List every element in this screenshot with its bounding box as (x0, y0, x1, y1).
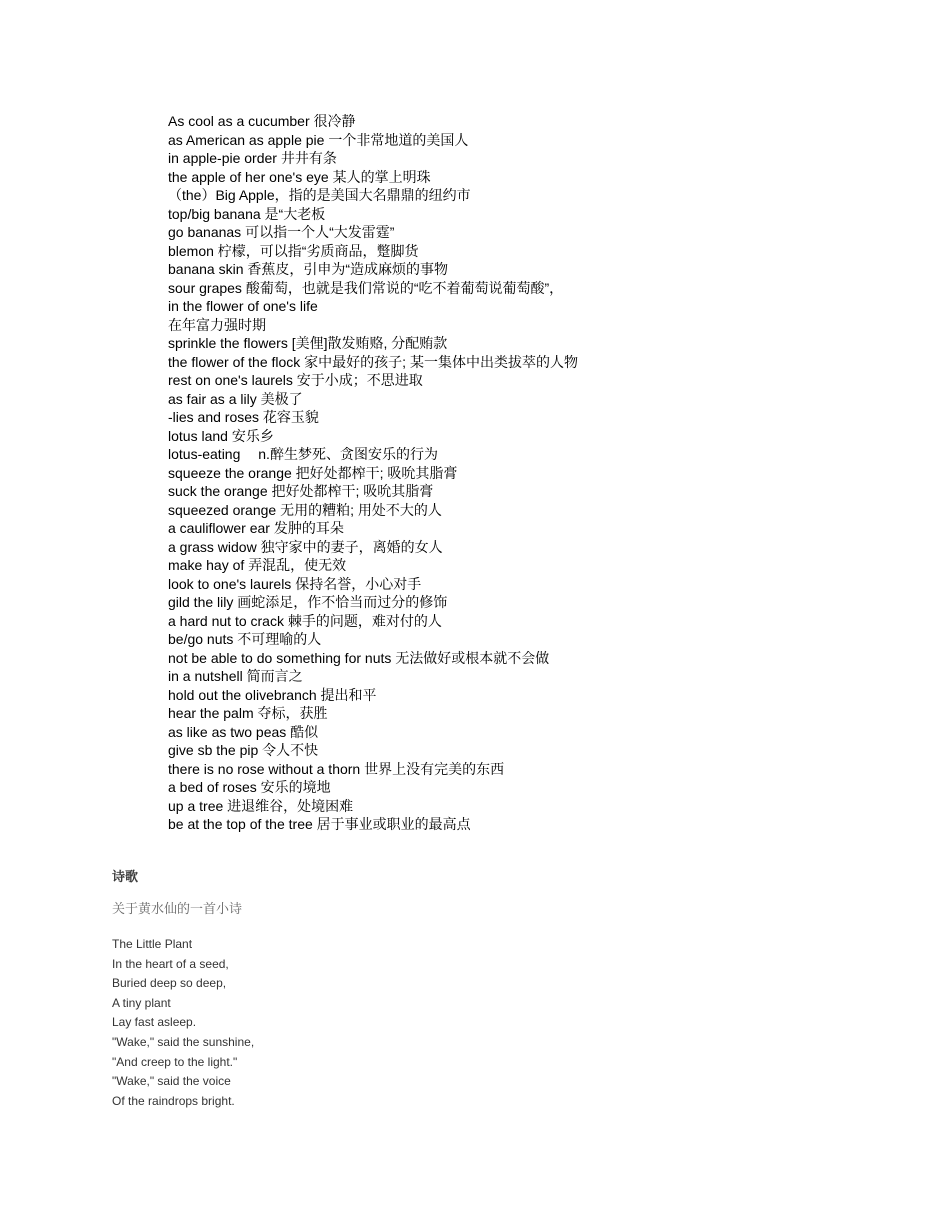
poem-line: Lay fast asleep. (112, 1015, 197, 1030)
idiom-line: suck the orange 把好处都榨干; 吸吮其脂膏 (168, 483, 434, 499)
idiom-line: 在年富力强时期 (168, 316, 266, 333)
idiom-line: look to one's laurels 保持名誉，小心对手 (168, 575, 422, 592)
idiom-line: （the）Big Apple，指的是美国大名鼎鼎的纽约市 (168, 187, 471, 203)
idiom-line: blemon 柠檬，可以指“劣质商品，蹩脚货 (168, 242, 419, 259)
idiom-line: the flower of the flock 家中最好的孩子; 某一集体中出类拔萃的人物 (168, 353, 578, 370)
poem-line: "Wake," said the voice (112, 1074, 231, 1089)
poem-line: The Little Plant (112, 937, 193, 951)
idiom-line: as like as two peas 酷似 (168, 723, 319, 740)
idiom-line: the apple of her one's eye 某人的掌上明珠 (168, 168, 431, 185)
idiom-line: in apple-pie order 井井有条 (168, 150, 337, 166)
idiom-line: sprinkle the flowers [美俚]散发贿赂, 分配贿款 (168, 335, 448, 351)
idiom-line: sour grapes 酸葡萄，也就是我们常说的“吃不着葡萄说葡萄酸”， (168, 279, 564, 296)
poem-subtitle: 关于黄水仙的一首小诗 (112, 902, 243, 917)
idiom-line: hold out the olivebranch 提出和平 (168, 686, 377, 703)
idiom-line: be at the top of the tree 居于事业或职业的最高点 (168, 816, 471, 832)
idiom-list (168, 112, 578, 834)
idiom-line: lotus-eating n.醉生梦死、贪图安乐的行为 (168, 446, 438, 462)
idiom-line: As cool as a cucumber 很冷静 (168, 113, 356, 129)
idiom-line: a grass widow 独守家中的妻子，离婚的女人 (168, 538, 443, 555)
idiom-line: gild the lily 画蛇添足，作不恰当而过分的修饰 (168, 594, 448, 610)
idiom-line: squeeze the orange 把好处都榨干; 吸吮其脂膏 (168, 464, 458, 481)
poem-line: In the heart of a seed, (112, 956, 229, 971)
idiom-line: lotus land 安乐乡 (168, 427, 274, 444)
idiom-line: in the flower of one's life (168, 298, 318, 314)
idiom-line: in a nutshell 简而言之 (168, 668, 303, 684)
idiom-line: give sb the pip 令人不快 (168, 742, 319, 758)
idiom-line: squeezed orange 无用的糟粕; 用处不大的人 (168, 501, 442, 518)
idiom-line: make hay of 弄混乱，使无效 (168, 557, 347, 573)
idiom-line: rest on one's laurels 安于小成；不思进取 (168, 372, 423, 388)
poem-line: A tiny plant (112, 995, 171, 1010)
idiom-line: -lies and roses 花容玉貌 (168, 409, 319, 425)
idiom-line: go bananas 可以指一个人“大发雷霆” (168, 224, 395, 240)
idiom-line: as American as apple pie 一个非常地道的美国人 (168, 131, 469, 148)
idiom-line: a cauliflower ear 发肿的耳朵 (168, 520, 344, 536)
poem (112, 935, 254, 1111)
idiom-line: a hard nut to crack 棘手的问题，难对付的人 (168, 612, 442, 629)
poem-line: Of the raindrops bright. (112, 1093, 235, 1108)
idiom-line: banana skin 香蕉皮，引申为“造成麻烦的事物 (168, 261, 449, 277)
idiom-line: a bed of roses 安乐的境地 (168, 779, 331, 795)
idiom-line: up a tree 进退维谷，处境困难 (168, 797, 354, 814)
section-heading: 诗歌 (112, 869, 139, 884)
poem-line: "Wake," said the sunshine, (112, 1034, 255, 1049)
idiom-line: hear the palm 夺标，获胜 (168, 705, 328, 721)
idiom-line: there is no rose without a thorn 世界上没有完美的东西 (168, 760, 505, 777)
idiom-line: as fair as a lily 美极了 (168, 390, 303, 407)
idiom-line: top/big banana 是“大老板 (168, 205, 326, 222)
idiom-line: not be able to do something for nuts 无法做好或根本就不会做 (168, 649, 550, 666)
poem-line: Buried deep so deep, (112, 976, 227, 991)
poem-line: "And creep to the light." (112, 1054, 238, 1069)
idiom-line: be/go nuts 不可理喻的人 (168, 631, 322, 647)
